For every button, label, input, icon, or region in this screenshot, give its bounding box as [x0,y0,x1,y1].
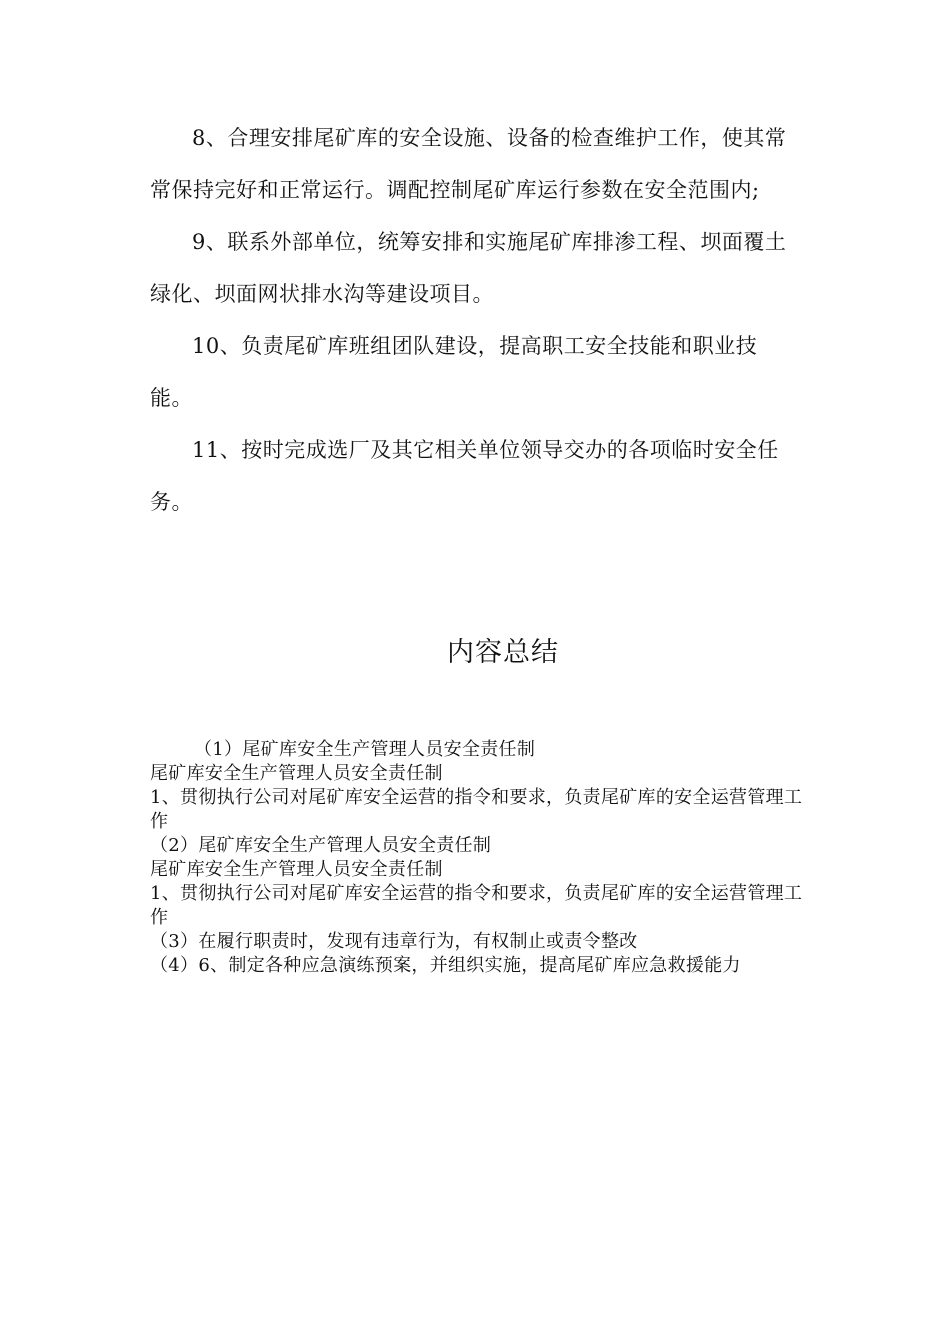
summary-line: （1）尾矿库安全生产管理人员安全责任制 [194,739,536,760]
paragraph-item-8: 8、合理安排尾矿库的安全设施、设备的检查维护工作，使其常常保持完好和正常运行。调配控制尾矿库运行参数在安全范围内; [150,126,787,202]
paragraph-item-11: 11、按时完成选厂及其它相关单位领导交办的各项临时安全任务。 [150,438,779,514]
paragraph-item-10: 10、负责尾矿库班组团队建设，提高职工安全技能和职业技能。 [150,334,758,410]
summary-line: 1、贯彻执行公司对尾矿库安全运营的指令和要求，负责尾矿库的安全运营管理工作 [150,787,803,832]
summary-line: 尾矿库安全生产管理人员安全责任制 [150,859,443,880]
summary-line: 尾矿库安全生产管理人员安全责任制 [150,763,443,784]
summary-title: 内容总结 [447,637,559,668]
summary-line: 1、贯彻执行公司对尾矿库安全运营的指令和要求，负责尾矿库的安全运营管理工作 [150,883,803,928]
summary-line: （3）在履行职责时，发现有违章行为，有权制止或责令整改 [150,931,638,952]
body-text [150,112,800,528]
summary-line: （4）6、制定各种应急演练预案，并组织实施，提高尾矿库应急救援能力 [150,955,741,976]
paragraph-item-9: 9、联系外部单位，统筹安排和实施尾矿库排渗工程、坝面覆土绿化、坝面网状排水沟等建设项目。 [150,230,787,306]
summary-line: （2）尾矿库安全生产管理人员安全责任制 [150,835,492,856]
summary-section [150,738,810,978]
